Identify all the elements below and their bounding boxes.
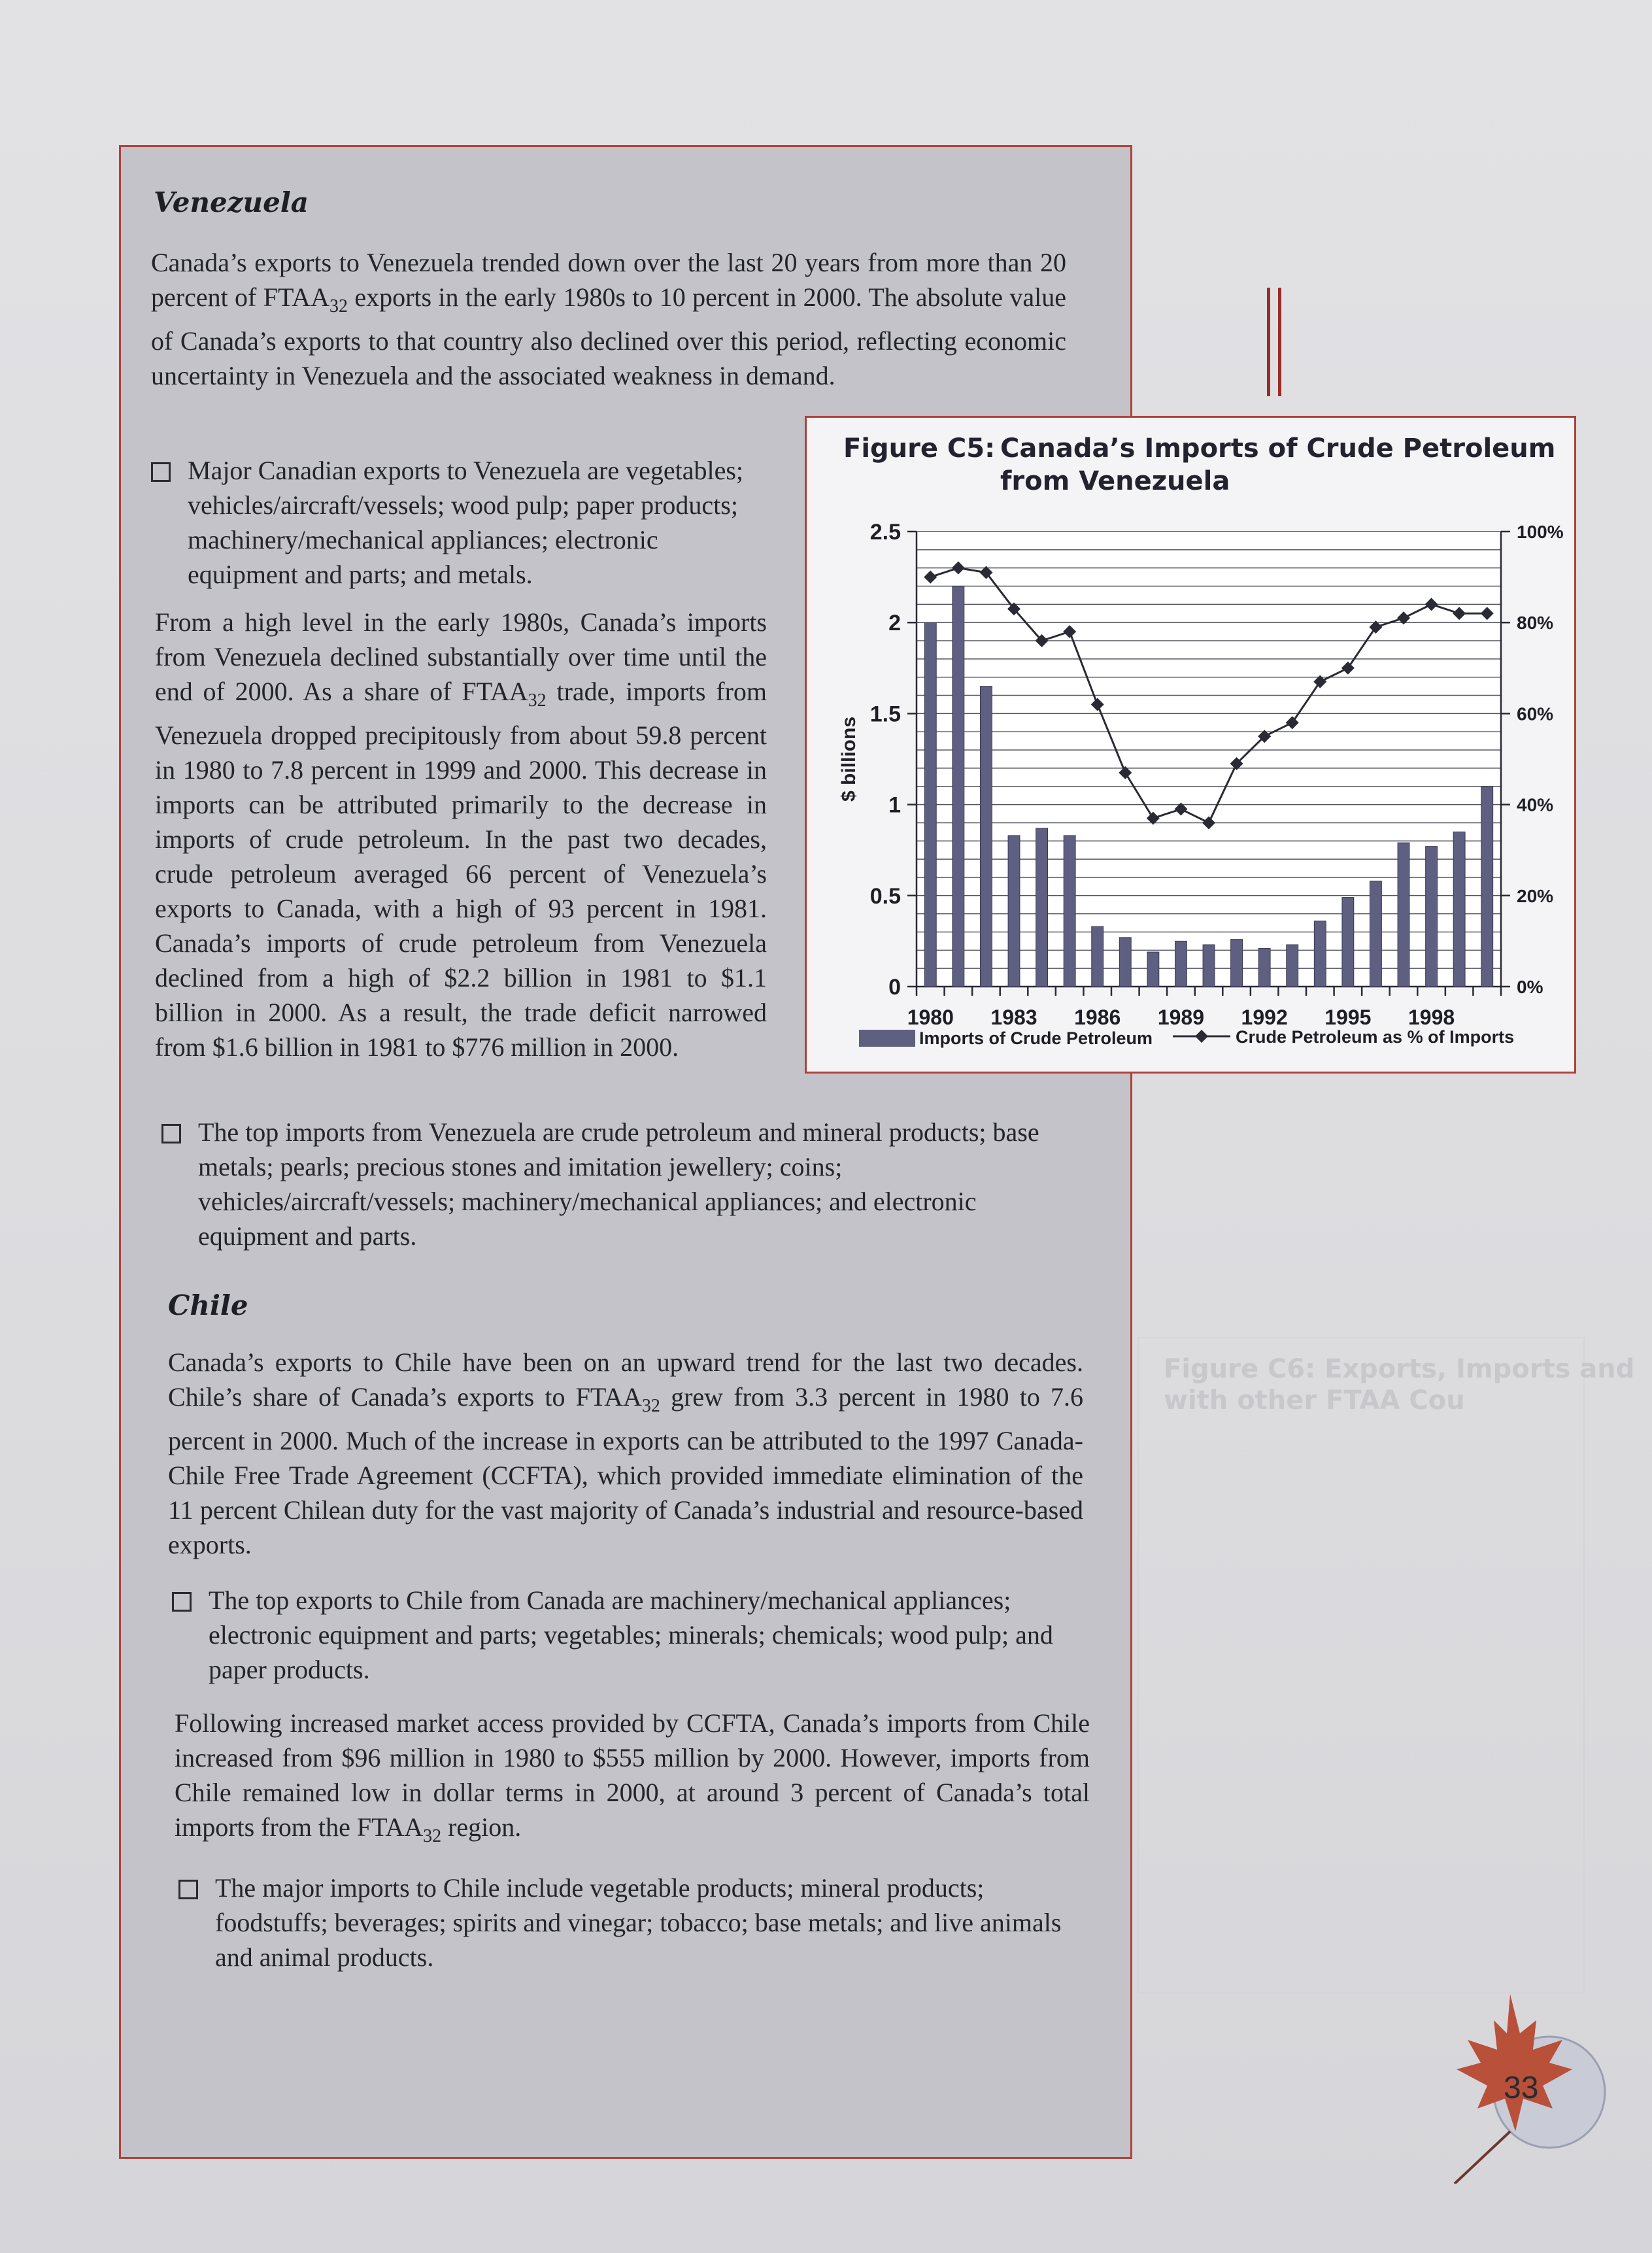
x-tick-label: 1995: [1324, 1006, 1372, 1029]
y2-tick-label: 80%: [1517, 613, 1554, 634]
y-tick-label: 1.5: [869, 702, 901, 727]
background-figure-ghost: [1138, 1337, 1585, 1993]
bar: [1453, 832, 1465, 987]
checkbox-bullet-icon: [178, 1880, 198, 1899]
bar: [1147, 952, 1159, 987]
legend-bar-label: Imports of Crude Petroleum: [919, 1028, 1153, 1048]
venezuela-heading: Venezuela: [154, 186, 309, 218]
bar: [924, 622, 936, 987]
figure-title-line2: from Venezuela: [1000, 466, 1230, 496]
plot-area: [917, 532, 1501, 987]
figure-label: Figure C5:: [843, 433, 996, 464]
bar: [1064, 836, 1075, 987]
chile-imports-bullet: The major imports to Chile include vegetable products; mineral products; foodstuffs; beverages; spirits and vinegar; tobacco; base metals; and live animals and animal products.: [178, 1871, 1094, 1974]
x-tick-label: 1980: [907, 1006, 954, 1029]
legend-bar-swatch: [859, 1030, 915, 1047]
y2-tick-label: 0%: [1517, 977, 1543, 997]
bar: [1314, 921, 1326, 987]
checkbox-bullet-icon: [151, 462, 171, 482]
x-tick-label: 1992: [1241, 1006, 1288, 1029]
bar: [980, 686, 992, 987]
bar: [1175, 941, 1187, 987]
bar: [1370, 881, 1381, 987]
y2-tick-label: 40%: [1517, 794, 1554, 815]
chile-heading: Chile: [168, 1289, 248, 1321]
checkbox-bullet-icon: [161, 1124, 181, 1143]
checkbox-bullet-icon: [172, 1592, 192, 1612]
y2-tick-label: 20%: [1517, 885, 1554, 906]
bar: [1092, 926, 1104, 987]
bar: [1119, 938, 1131, 987]
bar: [1287, 945, 1298, 987]
y-tick-label: 0: [888, 975, 901, 1000]
x-tick-label: 1998: [1408, 1006, 1455, 1029]
venezuela-imports-bullet: The top imports from Venezuela are crude petroleum and mineral products; base metals; pearls; precious stones and imitation jewellery; coins; vehicles/aircraft/vessels; machinery/mechanical appliances; and electronic equipment and parts.: [161, 1115, 1083, 1253]
bar: [1481, 787, 1493, 987]
chile-exports-bullet: The top exports to Chile from Canada are machinery/mechanical appliances; electronic equipment and parts; vegetables; minerals; chemicals; wood pulp; and paper products.: [172, 1583, 1087, 1687]
figure-c5: [805, 416, 1576, 1074]
y-tick-label: 2.5: [869, 520, 901, 545]
bar: [952, 586, 964, 987]
maple-leaf-stem-icon: [1455, 2131, 1510, 2184]
x-tick-label: 1983: [990, 1006, 1037, 1029]
chile-imports-paragraph: Following increased market access provided by CCFTA, Canada’s imports from Chile increased from $96 million in 1980 to $555 million by 2000. However, imports from Chile remained low in dollar terms in 2000, at around 3 percent of Canada’s total imports from the $FTAA_{32}$ region.: [175, 1708, 1090, 1846]
chart-svg: [807, 418, 1574, 1072]
figure-title-line1: Canada’s Imports of Crude Petroleum: [1000, 433, 1556, 464]
page-number: 33: [1504, 2071, 1539, 2105]
y2-tick-label: 60%: [1517, 703, 1554, 724]
y-axis-title: $ billions: [838, 716, 860, 802]
chile-exports-paragraph: Canada’s exports to Chile have been on an upward trend for the last two decades. Chile’s share of Canada’s exports to $FTAA_{32}$ grew from 3.3 percent in 1980 to 7.6 percent in 2000. Much of the increase in exports can be attributed to the 1997 Canada-Chile Free Trade Agreement (CCFTA), which provided immediate elimination of the 11 percent Chilean duty for the vast majority of Canada’s industrial and resource-based exports.: [168, 1347, 1084, 1559]
venezuela-exports-paragraph: Canada’s exports to Venezuela trended down over the last 20 years from more than 20 percent of $FTAA_{32}$ exports in the early 1980s to 10 percent in 2000. The absolute value of Canada’s exports to that country also declined over this period, reflecting economic uncertainty in Venezuela and the associated weakness in demand.: [151, 248, 1067, 390]
bar: [1342, 898, 1354, 987]
venezuela-exports-bullet: Major Canadian exports to Venezuela are vegetables; vehicles/aircraft/vessels; wood pulp; paper products; machinery/mechanical appliances; electronic equipment and parts; and metals.: [151, 453, 766, 592]
bar: [1231, 940, 1243, 987]
decorative-accent-bars: [1267, 288, 1281, 396]
bar: [1036, 828, 1048, 987]
x-tick-label: 1989: [1157, 1006, 1205, 1029]
y-tick-label: 0.5: [869, 883, 901, 909]
bar: [1398, 843, 1409, 987]
x-tick-label: 1986: [1074, 1006, 1121, 1029]
y-tick-label: 2: [888, 611, 901, 636]
venezuela-imports-paragraph: From a high level in the early 1980s, Canada’s imports from Venezuela declined substantially over time until the end of 2000. As a share of $FTAA_{32}$ trade, imports from Venezuela dropped precipitously from about 59.8 percent in 1980 to 7.8 percent in 1999 and 2000. This decrease in imports can be attributed primarily to the decrease in imports of crude petroleum. In the past two decades, crude petroleum averaged 66 percent of Venezuela’s exports to Canada, with a high of 93 percent in 1981. Canada’s imports of crude petroleum from Venezuela declined from a high of $2.2 billion in 1981 to $1.1 billion in 2000. As a result, the trade deficit narrowed from $1.6 billion in 1981 to $776 million in 2000.: [155, 607, 767, 1062]
bar: [1203, 945, 1215, 987]
bar: [1258, 949, 1270, 987]
bar: [1008, 836, 1020, 987]
background-figure-title: Figure C6: Exports, Imports and with other FTAA Cou: [1164, 1354, 1635, 1415]
y2-tick-label: 100%: [1517, 522, 1564, 542]
legend-line-marker: [1195, 1030, 1208, 1043]
y-tick-label: 1: [888, 792, 901, 818]
bar: [1426, 847, 1438, 987]
legend-line-label: Crude Petroleum as % of Imports: [1236, 1027, 1515, 1047]
